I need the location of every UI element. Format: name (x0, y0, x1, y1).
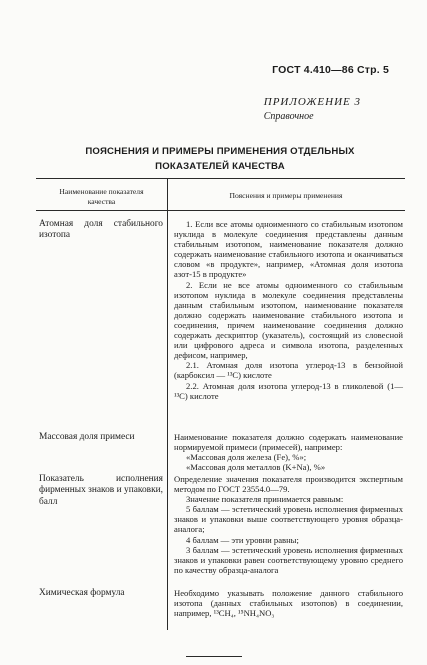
row-1-paragraph-2: 2. Если не все атомы одноименного со стабильным изотопом нуклида в молекуле соединения представлены данным стабильным изотопом, наименование показателя должно содержать наименование стабильного изотопа и соединения, причем наименование соединения должно содержать дескриптор (указатель), состоящий из словесной или цифрового адреса и символа изотопа, разделенных дефисом, например, (174, 279, 403, 361)
row-3-paragraph-5: 3 баллам — эстетический уровень исполнения фирменных знаков и упаковки равен соответствующему уровню среднего по качеству образца-аналога (174, 544, 403, 575)
row-1-paragraph-1: 1. Если все атомы одноименного со стабильным изотопом нуклида в молекуле соединения представлены данным стабильным изотопом, наименование показателя должно содержать наименование стабильного изотопа и оканчиваться словом «в продукте», например, «Атомная доля изотопа азот-15 в продукте» (174, 219, 403, 280)
body-column-divider (167, 210, 168, 630)
row-1-name: Атомная доля стабильного изотопа (39, 219, 163, 241)
appendix-subtitle: Справочное (263, 111, 314, 122)
appendix-title: ПРИЛОЖЕНИЕ 3 (263, 96, 361, 108)
appendix-label (264, 96, 361, 122)
header-name-column (36, 187, 167, 207)
row-4-name: Химическая формула (39, 588, 125, 598)
header-name-line-1: Наименование показателя (59, 187, 144, 196)
row-1-paragraph-3: 2.1. Атомная доля изотопа углерод-13 в бензойной (карбоксил — ¹³C) кислоте (174, 360, 403, 381)
row-2-paragraph-2: «Массовая доля железа (Fe), %»; (186, 452, 307, 463)
document-title-line-1: ПОЯСНЕНИЯ И ПРИМЕРЫ ПРИМЕНЕНИЯ ОТДЕЛЬНЫХ (85, 146, 355, 157)
document-title-line-2: ПОКАЗАТЕЛЕЙ КАЧЕСТВА (155, 161, 285, 172)
row-2-explanation (174, 432, 403, 472)
header-explanation-column: Пояснения и примеры применения (229, 191, 343, 200)
row-3-paragraph-1: Определение значения показателя производится экспертным методом по ГОСТ 23554.0—79. (174, 474, 403, 495)
row-3-paragraph-3: 5 баллам — эстетический уровень исполнения фирменных знаков и упаковки выше соответствующего уровня образца-аналога; (174, 504, 403, 535)
header-bottom-rule (36, 210, 405, 211)
page-header: ГОСТ 4.410—86 Стр. 5 (272, 64, 389, 76)
row-3-name: Показатель исполнения фирменных знаков и упаковки, балл (39, 474, 163, 507)
row-4-paragraph-1: Необходимо указывать положение данного стабильного изотопа (данных стабильных изотопов) в соединении, например, ¹³CH₄, ¹⁵NH₄NO₃ (174, 588, 403, 619)
row-3-paragraph-4: 4 баллам — эти уровни равны; (186, 534, 299, 545)
closing-rule (186, 656, 242, 657)
row-3-paragraph-2: Значение показателя принимается равным: (186, 494, 344, 505)
row-3-explanation (174, 474, 403, 575)
row-1-explanation (174, 219, 403, 401)
row-2-paragraph-3: «Массовая доля металлов (K+Na), %» (186, 462, 326, 473)
row-2-paragraph-1: Наименование показателя должно содержать наименование нормируемой примеси (примесей), например: (174, 432, 403, 453)
document-title (40, 144, 400, 174)
header-name-line-2: качества (87, 197, 116, 206)
row-2-name: Массовая доля примеси (39, 432, 135, 442)
table-top-rule (36, 178, 405, 179)
row-1-paragraph-4: 2.2. Атомная доля изотопа углерод-13 в гликолевой (1—¹³C) кислоте (174, 380, 403, 401)
row-4-explanation (174, 588, 403, 618)
